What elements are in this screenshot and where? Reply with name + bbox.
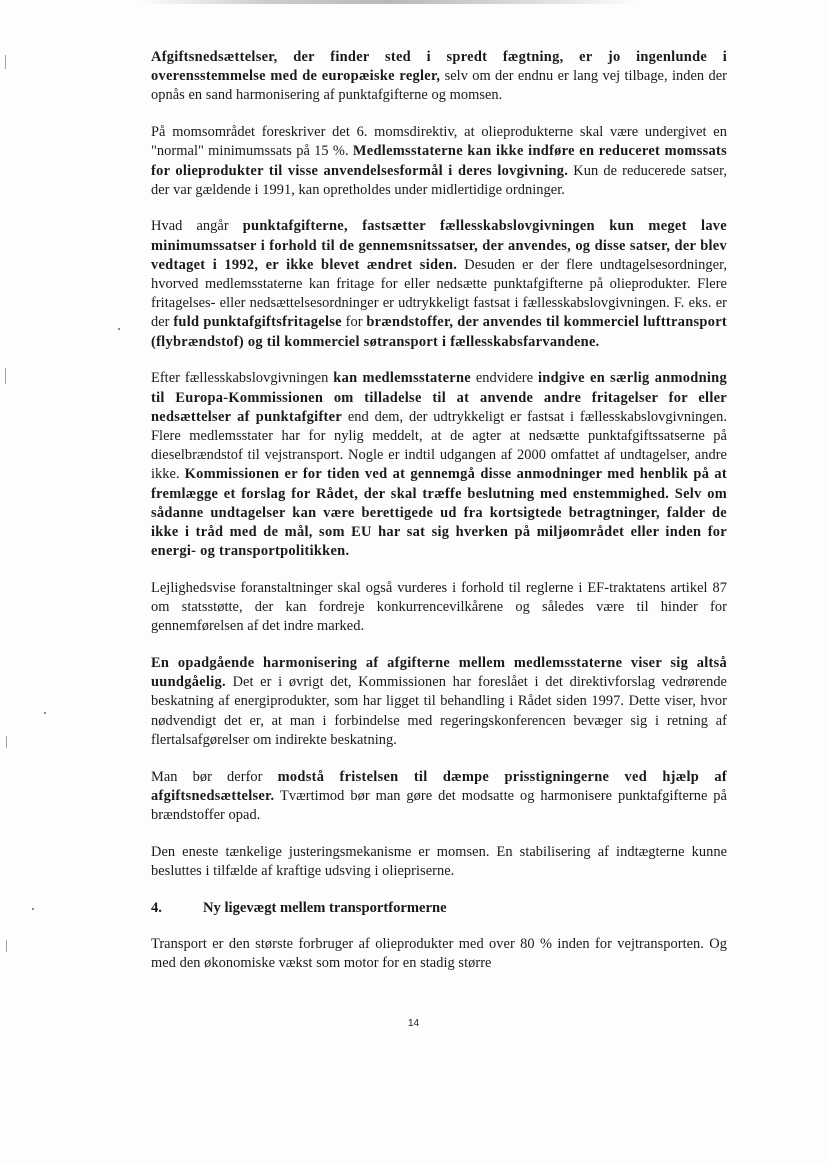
bold-text: En opadgående harmonisering af afgifterne mellem medlemsstaterne viser sig altså uundgåelig. — [151, 654, 727, 691]
bold-text: punktafgifterne, fastsætter fællesskabslovgivningen kun meget lave minimumssatser i forhold til de gennemsnitssatser, der anvendes, og disse satser, der blev vedtaget i 1992, er ikke blevet ændret siden. — [151, 218, 727, 273]
bold-text: modstå fristelsen til dæmpe prisstigningerne ved hjælp af afgiftsnedsættelser. — [151, 768, 727, 804]
bold-text: brændstoffer, der anvendes til kommerciel lufttransport (flybrændstof) og til kommerciel søtransport i fællesskabsfarvandene. — [151, 314, 727, 350]
scan-edge-mark — [5, 368, 6, 384]
paragraph-p4 — [151, 369, 727, 561]
paragraph-p7 — [151, 768, 727, 826]
paragraph-p5 — [151, 579, 727, 637]
body-text: selv om der endnu er lang vej tilbage, inden der opnås en sand harmonisering af punktafgifterne og momsen. — [151, 68, 727, 104]
bold-text: Kommissionen er for tiden ved at gennemgå disse anmodninger med henblik på at fremlægge et forslag for Rådet, der skal træffe beslutning med enstemmighed. Selv om sådanne undtagelser kan være berettigede ud fra kortsigtede betragtninger, falder de ikke i tråd med de mål, som EU har sat sig hverken på miljøområdet eller inden for energi- og transportpolitikken. — [151, 466, 727, 560]
paragraph-p2 — [151, 123, 727, 200]
body-text: Lejlighedsvise foranstaltninger skal også vurderes i forhold til reglerne i EF-traktatens artikel 87 om statsstøtte, der kan fordreje konkurrencevilkårene og således være til hinder for gennemførelsen af det indre marked. — [151, 579, 727, 635]
body-text: Det er i øvrigt det, Kommissionen har foreslået i det direktivforslag vedrørende beskatning af energiprodukter, som har ligget til behandling i Rådet siden 1997. Dette viser, hvor nødvendigt det er, at man i forbindelse med regeringskonferencen bevæger sig i retning af flertalsafgørelser om indirekte beskatning. — [151, 674, 727, 748]
bold-text: Afgiftsnedsættelser, der finder sted i spredt fægtning, er jo ingenlunde i overensstemmelse med de europæiske regler, — [151, 49, 727, 85]
body-text: På momsområdet foreskriver det 6. momsdirektiv, at olieprodukterne skal være undergivet en "normal" minimumssats på 15 %. — [151, 124, 727, 160]
section-title: Ny ligevægt mellem transportformerne — [203, 899, 447, 916]
document-body — [151, 48, 727, 990]
page-number: 14 — [407, 1018, 420, 1029]
scan-top-edge — [140, 0, 640, 4]
scan-edge-mark — [6, 940, 7, 952]
paragraph-p8 — [151, 843, 727, 881]
bold-text: indgive en særlig anmodning til Europa-Kommissionen om tilladelse til at anvende andre fritagelser for eller nedsættelser af punktafgifter — [151, 370, 727, 425]
bold-text: Medlemsstaterne kan ikke indføre en reduceret momssats for olieprodukter til visse anvendelsesformål i deres lovgivning. — [151, 143, 727, 179]
body-text: Den eneste tænkelige justeringsmekanisme er momsen. En stabilisering af indtægterne kunne besluttes i tilfælde af kraftige udsving i oliepriserne. — [151, 843, 727, 879]
bold-text: kan medlemsstaterne — [333, 370, 471, 387]
scan-edge-mark — [5, 55, 6, 69]
paragraph-p1 — [151, 48, 727, 106]
scan-speck — [32, 908, 34, 910]
body-text: Tværtimod bør man gøre det modsatte og harmonisere punktafgifterne på brændstoffer opad. — [151, 787, 727, 823]
body-text: end dem, der udtrykkeligt er fastsat i fællesskabslovgivningen. Flere medlemsstater har for nylig meddelt, at de agter at nedsætte punktafgiftssatserne på dieselbrændstof til vejstransport. Nogle er indtil udgangen af 2000 omfattet af undtagelser, andre ikke. — [151, 408, 728, 483]
body-text: Transport er den største forbruger af olieprodukter med over 80 % inden for vejtransporten. Og med den økonomiske vækst som motor for en stadig større — [151, 935, 727, 971]
body-text: for — [341, 314, 367, 331]
paragraph-p9 — [151, 935, 727, 973]
paragraph-p3 — [151, 217, 727, 351]
body-text: Efter fællesskabslovgivningen — [151, 370, 334, 387]
body-text: Desuden er der flere undtagelsesordninger, hvorved medlemsstaterne kan fritage for eller nedsætte punktafgifterne på olieprodukter. Flere fritagelses- eller nedsættelsesordninger er udtrykkeligt fastsat i fællesskabslovgivningen. F. eks. er der — [151, 256, 727, 331]
body-text: endvidere — [470, 370, 538, 387]
scan-speck — [44, 712, 46, 714]
body-text: Man bør derfor — [151, 768, 278, 785]
section-heading — [151, 899, 727, 918]
scan-edge-mark — [6, 736, 7, 748]
scan-speck — [118, 328, 120, 330]
paragraph-p6 — [151, 654, 727, 750]
body-text: Hvad angår — [151, 218, 243, 235]
section-number: 4. — [151, 899, 162, 916]
body-text: Kun de reducerede satser, der var gældende i 1991, kan opretholdes under midlertidige ordninger. — [151, 162, 727, 198]
bold-text: fuld punktafgiftsfritagelse — [173, 314, 342, 331]
